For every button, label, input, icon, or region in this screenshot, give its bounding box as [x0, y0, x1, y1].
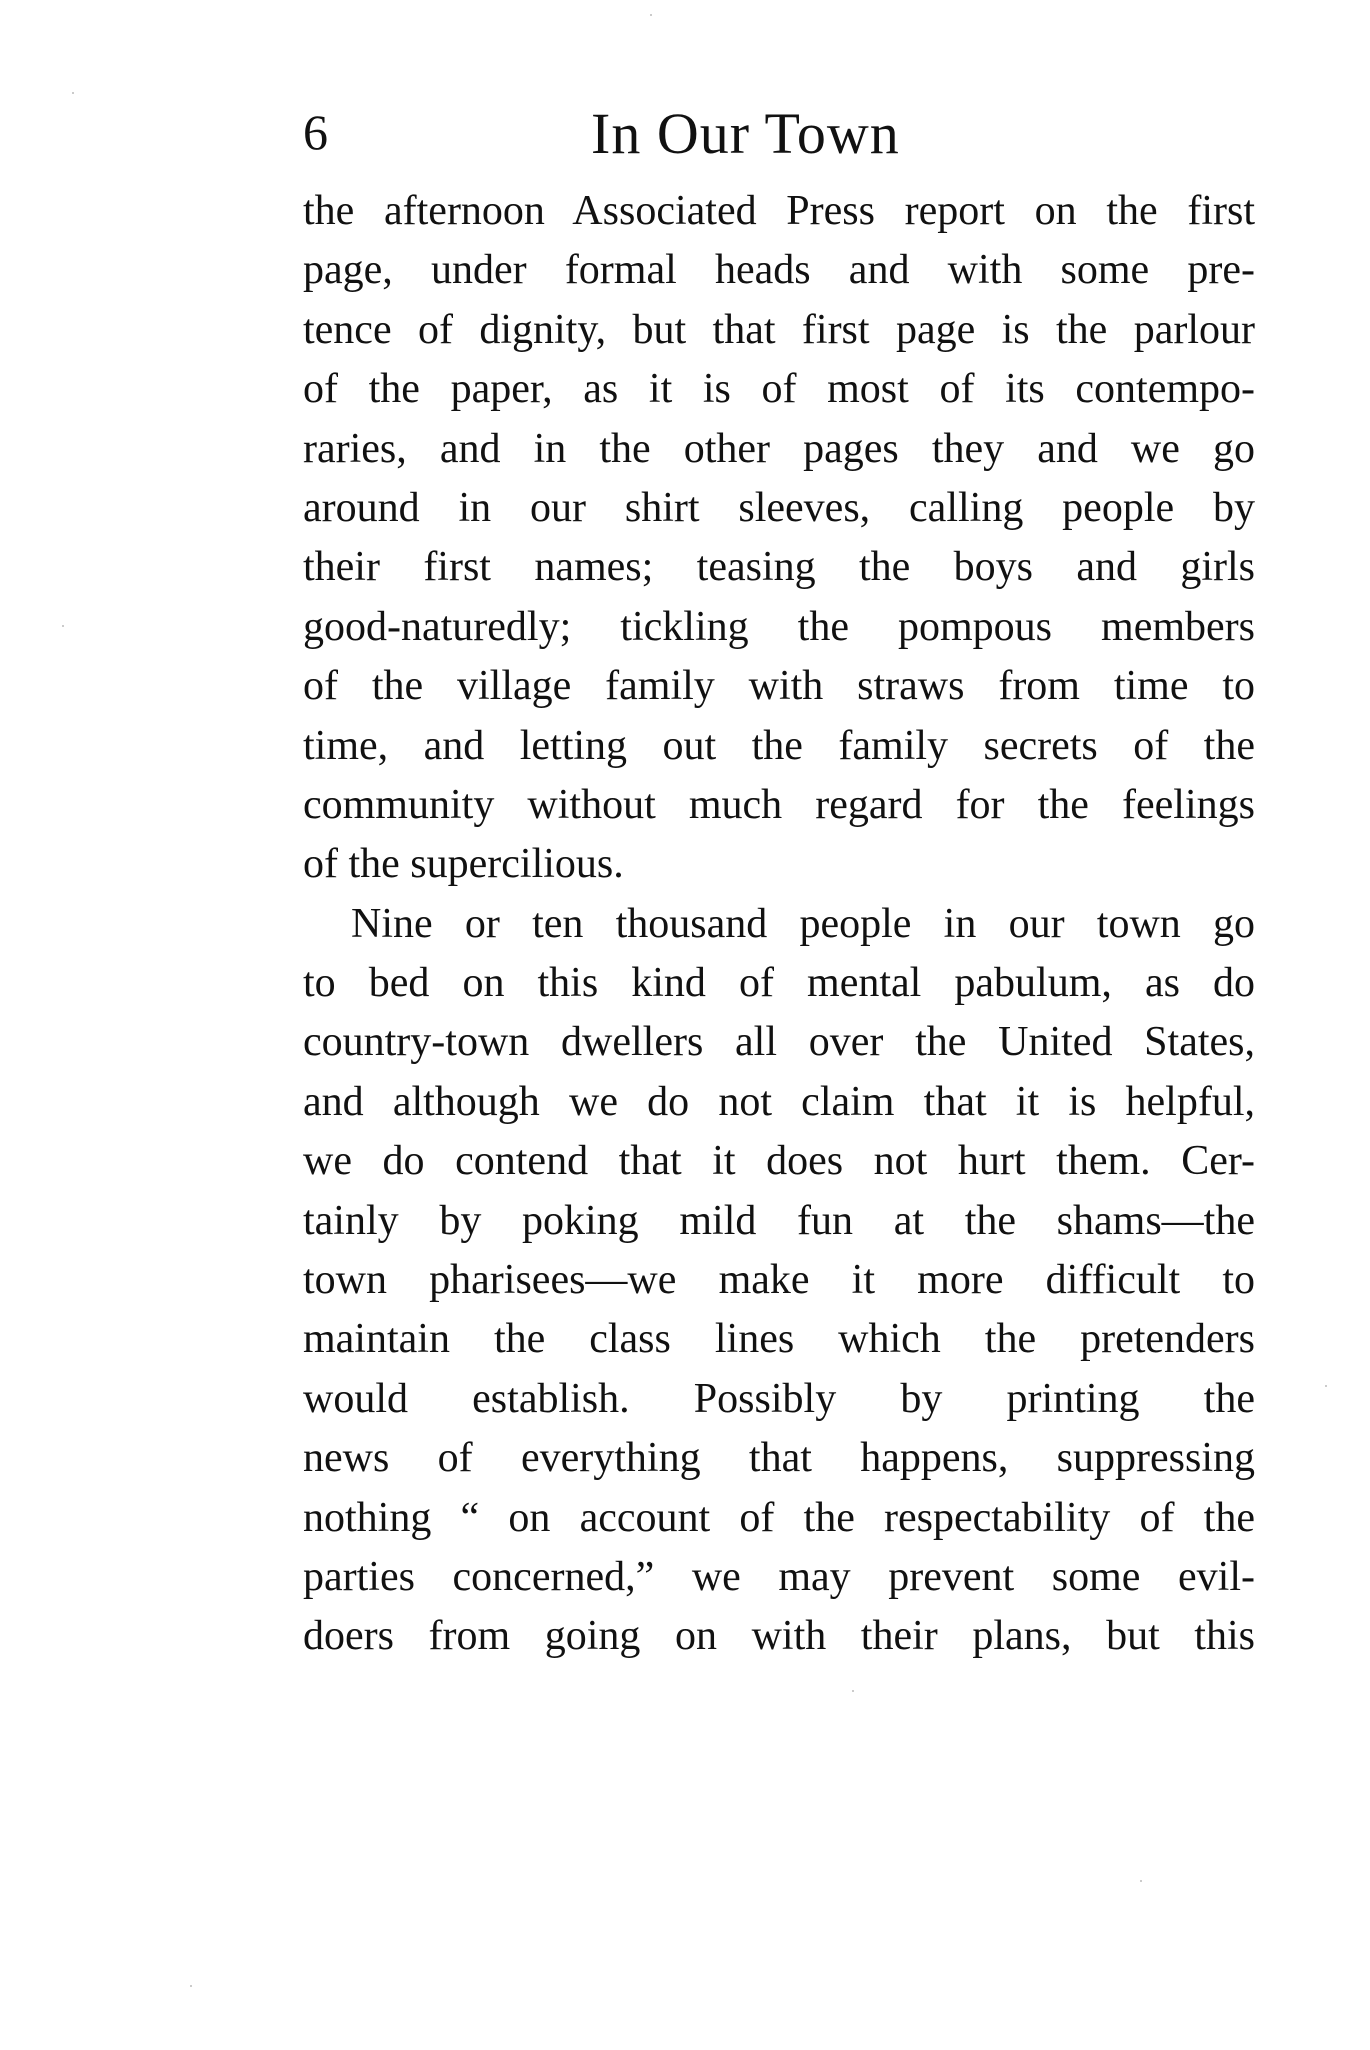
text-line: parties concerned,” we may prevent some evil-: [303, 1553, 1255, 1600]
text-line: time, and letting out the family secrets of the: [303, 722, 1255, 769]
text-line: doers from going on with their plans, but this: [303, 1613, 1255, 1660]
page-header: [303, 102, 1255, 182]
text-line: tainly by poking mild fun at the shams—the: [303, 1197, 1255, 1244]
text-line: would establish. Possibly by printing the: [303, 1375, 1255, 1422]
scan-speck: [72, 92, 74, 94]
text-line: their first names; teasing the boys and girls: [303, 544, 1255, 591]
scan-speck: [1140, 1880, 1142, 1882]
page-number: 6: [303, 104, 328, 160]
text-line: Nine or ten thousand people in our town go: [351, 900, 1255, 947]
scan-speck: [1325, 1385, 1327, 1387]
text-line: country-town dwellers all over the United States,: [303, 1019, 1255, 1066]
text-line: we do contend that it does not hurt them. Cer-: [303, 1138, 1255, 1185]
text-line: tence of dignity, but that first page is the parlour: [303, 306, 1255, 353]
text-line: news of everything that happens, suppressing: [303, 1435, 1255, 1482]
text-line: of the village family with straws from time to: [303, 663, 1255, 710]
text-line: good-naturedly; tickling the pompous members: [303, 603, 1255, 650]
scan-speck: [650, 14, 652, 16]
text-line: to bed on this kind of mental pabulum, as do: [303, 960, 1255, 1007]
scan-speck: [852, 1690, 854, 1692]
text-line: community without much regard for the feelings: [303, 781, 1255, 828]
text-line: and although we do not claim that it is helpful,: [303, 1078, 1255, 1125]
body-text: [303, 182, 1255, 1667]
text-line: raries, and in the other pages they and we go: [303, 425, 1255, 472]
text-line: town pharisees—we make it more difficult to: [303, 1257, 1255, 1304]
text-line: the afternoon Associated Press report on the first: [303, 188, 1255, 234]
text-line: page, under formal heads and with some pre-: [303, 247, 1255, 294]
paragraph-2: [303, 895, 1255, 1667]
running-head: In Our Town: [591, 101, 900, 166]
paragraph-1: [303, 182, 1255, 895]
text-line: around in our shirt sleeves, calling people by: [303, 484, 1255, 531]
text-line: of the paper, as it is of most of its contempo-: [303, 366, 1255, 413]
scan-speck: [62, 625, 64, 627]
text-line: maintain the class lines which the pretenders: [303, 1316, 1255, 1363]
scan-speck: [190, 1985, 192, 1987]
text-line: nothing “ on account of the respectability of the: [303, 1494, 1255, 1541]
text-line: of the supercilious.: [303, 841, 624, 888]
